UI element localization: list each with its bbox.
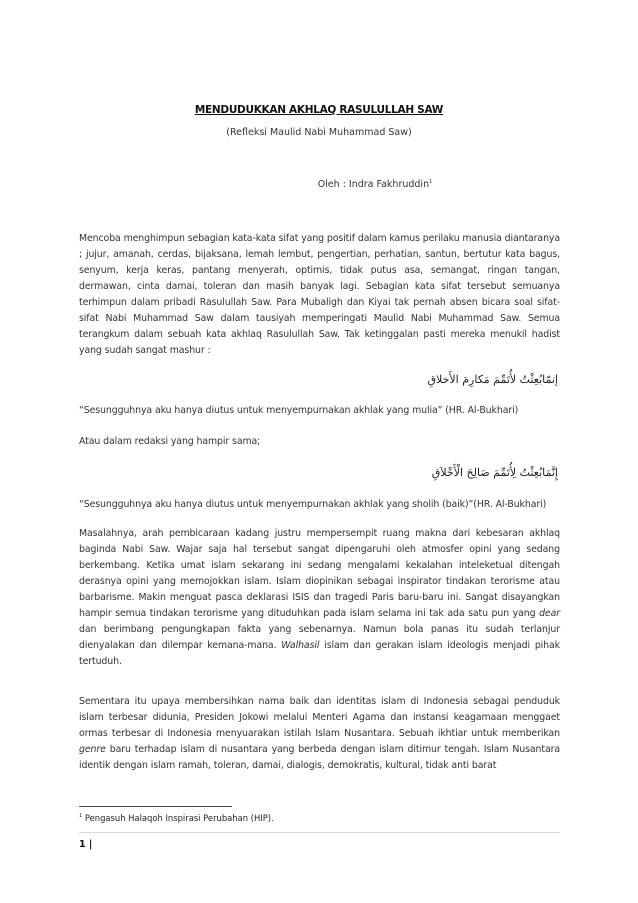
- paragraph-3: [79, 694, 560, 774]
- author-line: [56, 179, 638, 190]
- paragraph-2-part-b: dan berimbang pengungkapan fakta yang sebenarnya. Namun bola panas itu sudah terlanjur dienyalakan dan dilempar kemana-mana.: [79, 624, 560, 651]
- hadith-translation-1-text: “Sesungguhnya aku hanya diutus untuk menyempurnakan akhlak yang mulia” (HR. Al-Bukhari): [79, 405, 519, 416]
- page-number: 1 |: [79, 832, 560, 850]
- paragraph-2-part-c: islam dan gerakan islam ideologis menjadi pihak tertuduh.: [79, 640, 560, 667]
- hadith-translation-2: [79, 497, 560, 513]
- paragraph-2-emphasis-1: dear: [539, 608, 560, 619]
- paragraph-2-text: [79, 526, 560, 670]
- hadith-intro-2: [79, 434, 560, 450]
- paragraph-3-text: [79, 694, 560, 774]
- paragraph-2-emphasis-2: Walhasil: [281, 640, 320, 651]
- footnote-separator: [79, 806, 232, 807]
- hadith-translation-1: [79, 403, 560, 419]
- paragraph-1: [79, 231, 560, 359]
- hadith-arabic-2: إِنَّمَابُعِثْتُ لِأُتَمِّمَ صَالِحَ الْأَخْلاَقِ: [431, 466, 558, 479]
- paragraph-3-part-a: Sementara itu upaya membersihkan nama baik dan identitas islam di Indonesia sebagai penduduk islam terbesar didunia, Presiden Jokowi melalui Menteri Agama dan instansi keagamaan menggaet ormas terbesar di Indonesia menyuarakan istilah Islam Nusantara. Sebuah ikhtiar untuk memberikan: [79, 696, 560, 739]
- author-name: Oleh : Indra Fakhruddin: [317, 179, 430, 191]
- paragraph-3-emphasis: genre: [79, 744, 106, 755]
- document-title: MENDUDUKKAN AKHLAQ RASULULLAH SAW: [194, 104, 444, 116]
- footnote-mark: 1: [79, 813, 83, 820]
- footnote-text: Pengasuh Halaqoh Inspirasi Perubahan (HIP).: [84, 813, 274, 823]
- footnote-ref: 1: [429, 179, 433, 185]
- paragraph-1-text: Mencoba menghimpun sebagian kata-kata sifat yang positif dalam kamus perilaku manusia diantaranya ; jujur, amanah, cerdas, bijaksana, lemah lembut, pengertian, perhatian, santun, bertutur kata bagus, senyum, kerja keras, pantang menyerah, optimis, tidak putus asa, semangat, ringan tangan, dermawan, cinta damai, toleran dan masih banyak lagi. Sebagian kata sifat tersebut semuanya terhimpun dalam pribadi Rasulullah Saw. Para Mubaligh dan Kiyai tak pernah absen bicara soal sifat-sifat Nabi Muhammad Saw dalam tausiyah memperingati Maulid Nabi Muhammad Saw. Semua terangkum dalam sebuah kata akhlaq Rasulullah Saw. Tak ketinggalan pasti mereka menukil hadist yang sudah sangat mashur :: [79, 233, 561, 356]
- paragraph-3-part-b: baru terhadap islam di nusantara yang berbeda dengan islam ditimur tengah. Islam Nusantara identik dengan islam ramah, toleran, damai, dialogis, demokratis, kultural, tidak anti barat: [79, 744, 560, 771]
- hadith-arabic-1: إنمّابُعِثْتُ لأُتَمِّمَ مَكارِمَ الأَخلاقِ: [427, 373, 558, 386]
- hadith-intro-2-text: Atau dalam redaksi yang hampir sama;: [79, 436, 261, 447]
- hadith-translation-2-text: “Sesungguhnya aku hanya diutus untuk menyempurnakan akhlak yang sholih (baik)”(HR. Al-Bukhari): [79, 499, 547, 510]
- paragraph-2-part-a: Masalahnya, arah pembicaraan kadang justru mempersempit ruang makna dari kebesaran akhlaq baginda Nabi Saw. Wajar saja hal tersebut sangat dipengaruhi oleh atmosfer opini yang sedang berkembang. Ketika umat islam sekarang ini sedang mengalami kekalahan inteleketual ditengah derasnya opini yang memojokkan islam. Islam diopinikan sebagai inspirator tindakan terorisme atau barbarisme. Makin menguat pasca deklarasi ISIS dan tragedi Paris baru-baru ini. Sangat disayangkan hampir semua tindakan terorisme yang dituduhkan pada islam selama ini tak ada satu pun yang: [79, 528, 560, 619]
- footnote: [79, 813, 274, 823]
- document-subtitle: (Refleksi Maulid Nabi Muhammad Saw): [226, 127, 412, 138]
- paragraph-2: [79, 526, 560, 670]
